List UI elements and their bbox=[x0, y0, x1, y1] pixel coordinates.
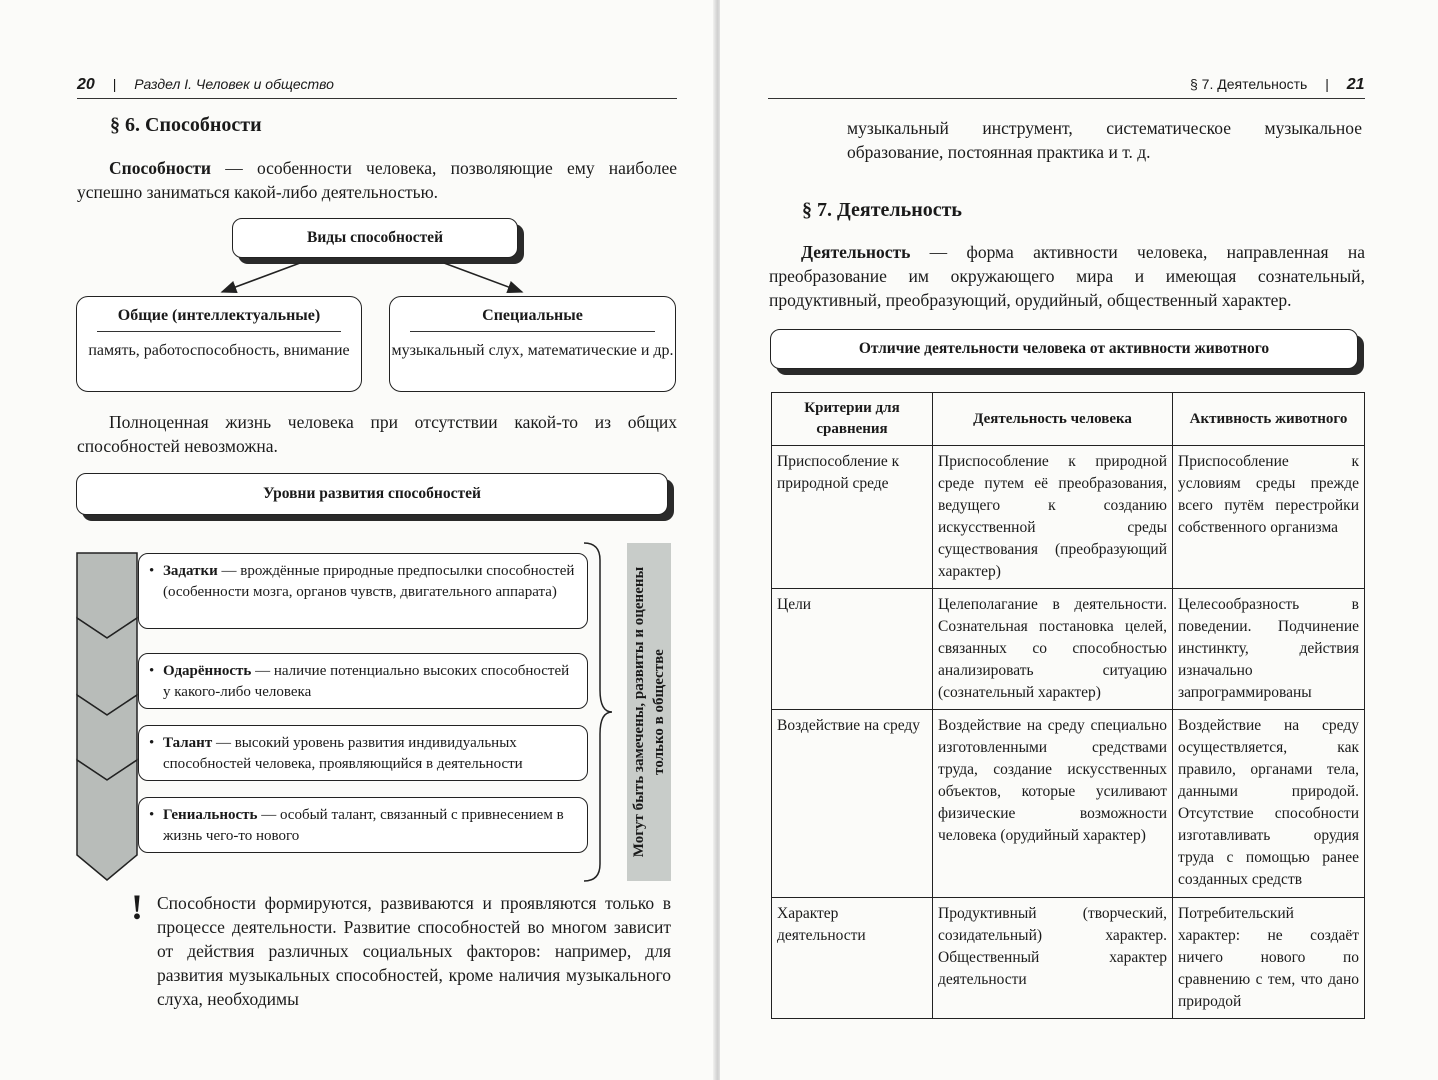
table-cell: Потребительский характер: не создаёт ничего нового по сравнению с тем, что дано природой bbox=[1173, 898, 1365, 1019]
side-note-text: Могут быть замечены, развиты и оценены только в обществе bbox=[631, 566, 667, 858]
activity-definition bbox=[769, 240, 1365, 312]
level-text: — наличие потенциально высоких способностей у какого-либо человека bbox=[163, 663, 570, 700]
level-term: Талант bbox=[163, 735, 213, 751]
table-cell: Воздействие на среду осуществляется, как правило, органами тела, данными природой. Отсутствие способности изготавливать орудия труда с помощью ранее созданных средств bbox=[1173, 710, 1365, 898]
left-page-number: 20 bbox=[77, 76, 95, 93]
types-title: Виды способностей bbox=[306, 229, 443, 246]
bullet-icon: • bbox=[149, 563, 155, 579]
table-title-box bbox=[770, 329, 1358, 369]
table-header-cell: Деятельность человека bbox=[933, 393, 1173, 446]
level-text: — высокий уровень развития индивидуальных способностей человека, проявляющийся в деятельности bbox=[163, 735, 523, 772]
level-term: Гениальность bbox=[163, 807, 258, 823]
activity-term: Деятельность bbox=[801, 242, 911, 262]
level-text: — особый талант, связанный с привнесением в жизнь чего-то нового bbox=[163, 807, 564, 844]
section-title-7: § 7. Деятельность bbox=[802, 199, 962, 221]
bullet-icon: • bbox=[149, 807, 155, 823]
bullet-icon: • bbox=[149, 663, 155, 679]
section-title-6: § 6. Способности bbox=[110, 114, 262, 136]
left-page-header: 20 | Раздел I. Человек и общество bbox=[77, 76, 334, 93]
level-item-giftedness bbox=[138, 653, 588, 709]
table-cell: Приспособление к природной среде bbox=[772, 446, 933, 589]
right-header-rule bbox=[768, 98, 1365, 99]
table-header-cell: Критерии для сравнения bbox=[772, 393, 933, 446]
activity-definition-text: — форма активности человека, направленная на преобразование им окружающего мира и имеющая сознательный, продуктивный, преобразующий, орудийный, общественный характер. bbox=[769, 242, 1365, 310]
right-page-header: § 7. Деятельность | 21 bbox=[1190, 76, 1365, 93]
level-item-genius bbox=[138, 797, 588, 853]
table-title: Отличие деятельности человека от активности животного bbox=[858, 340, 1270, 357]
right-page bbox=[720, 0, 1438, 1080]
table-row bbox=[772, 898, 1365, 1019]
level-item-talent bbox=[138, 725, 588, 781]
special-abilities-text: музыкальный слух, математические и др. bbox=[391, 342, 674, 359]
general-abilities-title: Общие (интеллектуальные) bbox=[97, 307, 341, 332]
table-cell: Целеполагание в деятельности. Сознательная постановка целей, связанных со способностью анализировать ситуацию (сознательный характер) bbox=[933, 589, 1173, 710]
level-term: Задатки bbox=[163, 563, 218, 579]
comparison-table bbox=[771, 392, 1365, 1019]
table-cell: Приспособление к условиям среды прежде всего путём перестройки собственного организма bbox=[1173, 446, 1365, 589]
attention-icon: ! bbox=[131, 887, 143, 927]
special-abilities-title: Специальные bbox=[410, 307, 655, 332]
table-cell: Продуктивный (творческий, созидательный) характер. Общественный характер деятельности bbox=[933, 898, 1173, 1019]
continuation-paragraph: музыкальный инструмент, систематическое музыкальное образование, постоянная практика и т. д. bbox=[847, 118, 1362, 162]
note-paragraph: Способности формируются, развиваются и проявляются только в процессе деятельности. Развитие способностей во многом зависит от действия различных социальных факторов: например, для развития музыкальных способностей, кроме наличия музыкального слуха, необходимы bbox=[157, 893, 671, 1009]
table-cell: Характер деятельности bbox=[772, 898, 933, 1019]
table-cell: Воздействие на среду специально изготовленными средствами труда, создание искусственных объектов, которые усиливают физические возможности человека (орудийный характер) bbox=[933, 710, 1173, 898]
levels-title: Уровни развития способностей bbox=[263, 485, 481, 502]
abilities-term: Способности bbox=[109, 158, 212, 178]
table-header-row bbox=[772, 393, 1365, 446]
bullet-icon: • bbox=[149, 735, 155, 751]
left-header-section: Раздел I. Человек и общество bbox=[134, 76, 334, 92]
general-abilities-text: память, работоспособность, внимание bbox=[88, 342, 350, 359]
table-cell: Целесообразность в поведении. Подчинение инстинкту, действия изначально запрограммированы bbox=[1173, 589, 1365, 710]
full-life-paragraph: Полноценная жизнь человека при отсутствии какой-то из общих способностей невозможна. bbox=[77, 412, 677, 456]
right-page-number: 21 bbox=[1346, 76, 1365, 93]
table-cell: Цели bbox=[772, 589, 933, 710]
table-row bbox=[772, 446, 1365, 589]
level-term: Одарённость bbox=[163, 663, 252, 679]
table-cell: Воздействие на среду bbox=[772, 710, 933, 898]
right-header-section: § 7. Деятельность bbox=[1190, 76, 1308, 92]
table-header-cell: Активность животного bbox=[1173, 393, 1365, 446]
abilities-definition-text: — особенности человека, позволяющие ему наиболее успешно заниматься какой-либо деятельностью. bbox=[77, 158, 677, 202]
table-cell: Приспособление к природной среде путем её преобразования, ведущего к созданию искусственной среды существования (преобразующий характер) bbox=[933, 446, 1173, 589]
table-row bbox=[772, 589, 1365, 710]
left-page bbox=[0, 0, 715, 1080]
table-row bbox=[772, 710, 1365, 898]
level-item-inclinations bbox=[138, 553, 588, 629]
level-text: — врождённые природные предпосылки способностей (особенности мозга, органов чувств, двигательного аппарата) bbox=[163, 563, 575, 600]
